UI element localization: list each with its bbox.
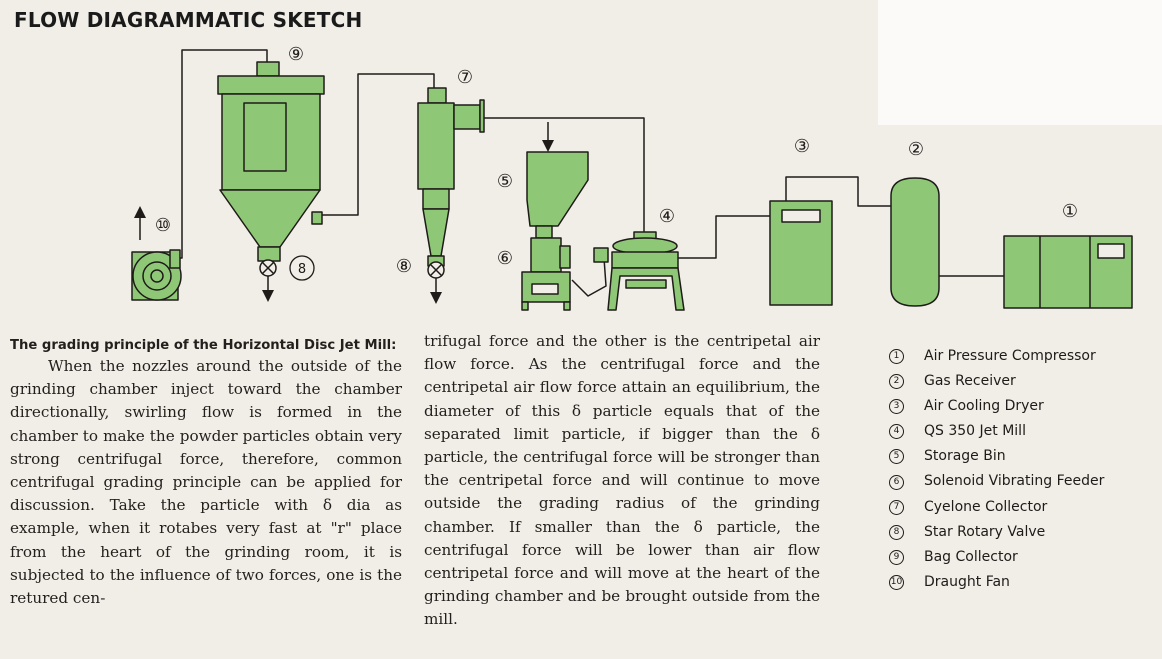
paragraph-middle: trifugal force and the other is the centripetal air flow force. As the centrifugal force and the centripetal air flow force attain an equilibrium, the diameter of this δ particle equals that of the separated limit particle, if bigger than the δ particle, the centrifugal force will be stronger than the centripetal force and will continue to move outside the grading radius of the grinding chamber. If smaller than the δ particle, the centrifugal force will be lower than air flow centripetal force and will move at the heart of the grinding chamber and be brought outside from the mill.	[424, 332, 820, 629]
legend-number: 2	[889, 374, 904, 389]
legend-item	[889, 570, 1104, 595]
jet-mill	[594, 232, 684, 310]
draught-fan	[132, 250, 181, 300]
vibrating-feeder	[522, 238, 570, 310]
callout-9: ⑨	[287, 44, 305, 65]
legend-label: Solenoid Vibrating Feeder	[924, 473, 1105, 490]
page-title: FLOW DIAGRAMMATIC SKETCH	[14, 8, 363, 32]
legend-list	[889, 344, 1104, 595]
callout-8-cyclone: ⑧	[395, 256, 413, 277]
air-cooling-dryer	[770, 201, 832, 305]
legend-label: Star Rotary Valve	[924, 523, 1046, 540]
air-compressor	[1004, 236, 1132, 308]
callout-4: ④	[658, 206, 676, 227]
legend-item	[889, 369, 1104, 394]
flow-arrows	[140, 122, 548, 298]
legend-item	[889, 344, 1104, 369]
bag-collector	[218, 62, 324, 276]
text-column-middle	[424, 330, 820, 632]
callout-7: ⑦	[456, 67, 474, 88]
legend-label: Storage Bin	[924, 448, 1006, 465]
legend-number: 9	[889, 550, 904, 565]
legend-label: Cyelone Collector	[924, 498, 1048, 515]
legend-item	[889, 545, 1104, 570]
legend-label: Bag Collector	[924, 548, 1018, 565]
legend-label: Air Cooling Dryer	[924, 398, 1044, 415]
legend-number: 5	[889, 449, 904, 464]
legend-item	[889, 419, 1104, 444]
gas-receiver	[891, 178, 939, 306]
legend-label: Draught Fan	[924, 573, 1010, 590]
legend-label: QS 350 Jet Mill	[924, 423, 1026, 440]
callout-2: ②	[907, 139, 925, 160]
legend-number: 7	[889, 500, 904, 515]
pipe-dryer-to-mill	[674, 216, 770, 258]
legend-item	[889, 394, 1104, 419]
text-column-left	[10, 336, 402, 610]
legend-number: 1	[889, 349, 904, 364]
legend-item	[889, 520, 1104, 545]
callout-10: ⑩	[154, 215, 172, 236]
legend-number: 3	[889, 399, 904, 414]
legend-item	[889, 495, 1104, 520]
section-heading: The grading principle of the Horizontal Disc Jet Mill:	[10, 338, 397, 353]
legend-label: Gas Receiver	[924, 373, 1016, 390]
legend-item	[889, 444, 1104, 469]
legend-number: 4	[889, 424, 904, 439]
callout-1: ①	[1061, 201, 1079, 222]
pipe-bag-to-cyclone	[318, 74, 434, 215]
callout-8-bag: 8	[297, 262, 307, 277]
storage-bin	[527, 152, 588, 238]
pipe-feeder-to-mill	[572, 258, 606, 296]
cyclone-collector	[418, 88, 484, 278]
legend-number: 6	[889, 475, 904, 490]
callout-6: ⑥	[496, 248, 514, 269]
callout-3: ③	[793, 136, 811, 157]
legend-label: Air Pressure Compressor	[924, 348, 1096, 364]
paragraph-left: When the nozzles around the outside of the grinding chamber inject toward the chamber directionally, swirling flow is formed in the chamber to make the powder particles obtain very strong centrifugal force, therefore, common centrifugal grading principle can be applied for discussion. Take the particle with δ dia as example, when it rotabes very fast at "r" place from the heart of the grinding room, it is subjected to the influence of two forces, one is the retured cen-	[10, 357, 402, 608]
legend-item	[889, 469, 1104, 494]
legend-number: 10	[889, 575, 904, 590]
callout-5: ⑤	[496, 171, 514, 192]
legend-number: 8	[889, 525, 904, 540]
